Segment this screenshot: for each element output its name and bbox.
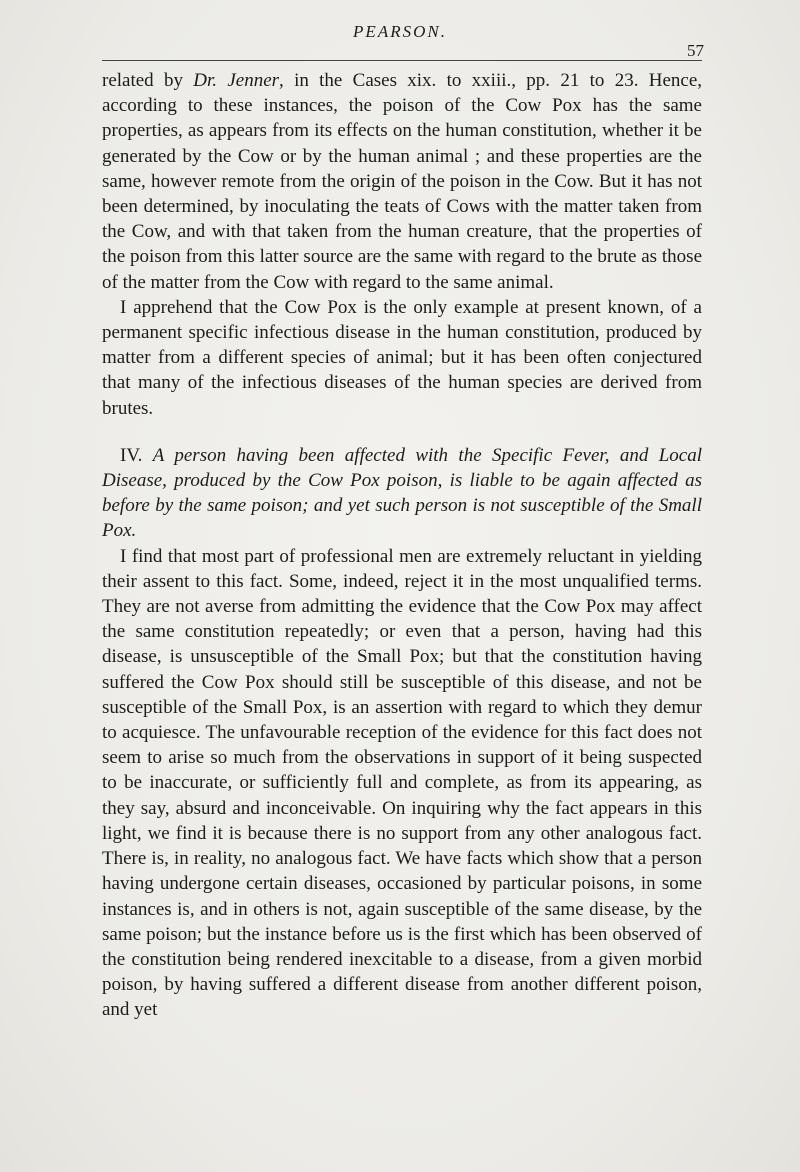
proposition-heading xyxy=(102,443,702,544)
body-text xyxy=(102,68,702,1023)
author-name: Dr. Jenner xyxy=(193,70,280,91)
paragraph-text: , in the Cases xix. to xxiii., pp. 21 to 23. Hence, according to these instances, the poison of the Cow Pox has the same properties, as appears from its effects on the human constitution, whether it be generated by the Cow or by the human animal ; and these properties are the same, however remote from the origin of the poison in the Cow. But it has not been determined, by inoculating the teats of Cows with the matter taken from the Cow, and with that taken from the human creature, that the properties of the poison from this latter source are the same with regard to the brute as those of the matter from the Cow with regard to the same animal. xyxy=(102,70,703,293)
proposition-numeral: IV. xyxy=(120,444,153,466)
paragraph: I find that most part of professional men are extremely reluctant in yielding their assent to this fact. Some, indeed, reject it in the most unqualified terms. They are not averse from admitting the evidence that the Cow Pox may affect the same constitution repeatedly; or even that a person, having had this disease, is unsusceptible of the Small Pox; but that the constitution having suffered the Cow Pox should still be susceptible of this disease, and not be susceptible of the Small Pox, is an assertion with regard to which they demur to acquiesce. The unfavourable reception of the evidence for this fact does not seem to arise so much from the observations in support of it being suspected to be inaccurate, or sufficiently full and complete, as from its appearing, as they say, absurd and inconceivable. On inquiring why the fact appears in this light, we find it is because there is no support from any other analogous fact. There is, in reality, no analogous fact. We have facts which show that a person having undergone certain diseases, occasioned by particular poisons, in some instances is, and in others is not, again susceptible of the same disease, by the same poison; but the instance before us is the first which has been observed of the constitution being rendered inexcitable to a disease, from a given morbid poison, by having suffered a different disease from another different poison, and yet xyxy=(102,545,702,1021)
page-number: 57 xyxy=(687,41,704,60)
paragraph: I apprehend that the Cow Pox is the only example at present known, of a permanent specific infectious disease in the human constitution, produced by matter from a different species of animal; but it has been often conjectured that many of the infectious diseases of the human species are derived from brutes. xyxy=(102,296,702,419)
header-rule xyxy=(102,60,702,61)
running-head: PEARSON. xyxy=(353,22,447,41)
paragraph-text: related by xyxy=(102,70,194,91)
proposition-text: A person having been affected with the Specific Fever, and Local Disease, produced by the Cow Pox poison, is liable to be again affected as before by the same poison; and yet such person is not susceptible of the Small Pox. xyxy=(102,444,702,542)
paragraph-continued xyxy=(102,68,702,295)
